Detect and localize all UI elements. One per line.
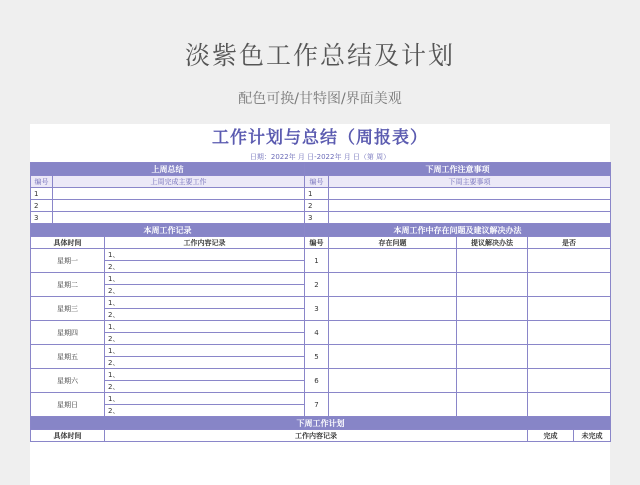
problem-cell[interactable] bbox=[329, 273, 457, 297]
work-item[interactable]: 2、 bbox=[105, 405, 305, 417]
yes-no-cell[interactable] bbox=[528, 297, 611, 321]
num-header: 编号 bbox=[305, 237, 329, 249]
summary-cell[interactable] bbox=[329, 200, 611, 212]
summary-cell[interactable] bbox=[329, 188, 611, 200]
day-label: 星期三 bbox=[31, 297, 105, 321]
summary-row-number: 3 bbox=[305, 212, 329, 224]
work-item[interactable]: 1、 bbox=[105, 321, 305, 333]
last-week-work-header: 上周完成主要工作 bbox=[53, 176, 305, 188]
report-table bbox=[30, 162, 611, 442]
yes-no-cell[interactable] bbox=[528, 249, 611, 273]
summary-row-number: 1 bbox=[305, 188, 329, 200]
day-label: 星期六 bbox=[31, 369, 105, 393]
day-label: 星期五 bbox=[31, 345, 105, 369]
undone-header: 未完成 bbox=[574, 430, 611, 442]
time-header: 具体时间 bbox=[31, 430, 105, 442]
row-number: 2 bbox=[305, 273, 329, 297]
problem-cell[interactable] bbox=[329, 369, 457, 393]
done-header: 完成 bbox=[528, 430, 574, 442]
suggestion-cell[interactable] bbox=[457, 297, 528, 321]
suggestion-cell[interactable] bbox=[457, 273, 528, 297]
day-label: 星期四 bbox=[31, 321, 105, 345]
suggestion-cell[interactable] bbox=[457, 345, 528, 369]
summary-cell[interactable] bbox=[329, 212, 611, 224]
summary-cell[interactable] bbox=[53, 212, 305, 224]
row-number: 7 bbox=[305, 393, 329, 417]
suggestion-cell[interactable] bbox=[457, 249, 528, 273]
day-label: 星期二 bbox=[31, 273, 105, 297]
suggestion-cell[interactable] bbox=[457, 369, 528, 393]
suggestion-cell[interactable] bbox=[457, 393, 528, 417]
day-label: 星期一 bbox=[31, 249, 105, 273]
work-item[interactable]: 2、 bbox=[105, 309, 305, 321]
next-week-notes-band: 下周工作注意事项 bbox=[305, 163, 611, 176]
row-number: 1 bbox=[305, 249, 329, 273]
date-line: 日期：2022年 月 日-2022年 月 日（第 周） bbox=[249, 153, 391, 161]
work-item[interactable]: 1、 bbox=[105, 369, 305, 381]
summary-row-number: 2 bbox=[305, 200, 329, 212]
work-item[interactable]: 2、 bbox=[105, 261, 305, 273]
yes-no-cell[interactable] bbox=[528, 321, 611, 345]
summary-row-number: 1 bbox=[31, 188, 53, 200]
work-item[interactable]: 1、 bbox=[105, 345, 305, 357]
problem-cell[interactable] bbox=[329, 393, 457, 417]
content-header: 工作内容记录 bbox=[105, 430, 528, 442]
summary-row-number: 2 bbox=[31, 200, 53, 212]
row-number: 3 bbox=[305, 297, 329, 321]
day-label: 星期日 bbox=[31, 393, 105, 417]
work-item[interactable]: 1、 bbox=[105, 297, 305, 309]
suggestion-header: 提议解决办法 bbox=[457, 237, 528, 249]
num-header: 编号 bbox=[305, 176, 329, 188]
row-number: 4 bbox=[305, 321, 329, 345]
work-item[interactable]: 2、 bbox=[105, 381, 305, 393]
problem-header: 存在问题 bbox=[329, 237, 457, 249]
work-item[interactable]: 1、 bbox=[105, 249, 305, 261]
work-item[interactable]: 1、 bbox=[105, 273, 305, 285]
next-week-items-header: 下周主要事项 bbox=[329, 176, 611, 188]
work-item[interactable]: 2、 bbox=[105, 333, 305, 345]
num-header: 编号 bbox=[31, 176, 53, 188]
yes-no-cell[interactable] bbox=[528, 345, 611, 369]
problem-cell[interactable] bbox=[329, 297, 457, 321]
summary-row-number: 3 bbox=[31, 212, 53, 224]
summary-cell[interactable] bbox=[53, 200, 305, 212]
hero-subtitle: 配色可换/甘特图/界面美观 bbox=[238, 91, 402, 107]
hero-title: 淡紫色工作总结及计划 bbox=[184, 41, 455, 70]
next-week-plan-band: 下周工作计划 bbox=[31, 417, 611, 430]
problems-band: 本周工作中存在问题及建议解决办法 bbox=[305, 224, 611, 237]
worksheet bbox=[30, 124, 610, 485]
suggestion-cell[interactable] bbox=[457, 321, 528, 345]
content-header: 工作内容记录 bbox=[105, 237, 305, 249]
work-item[interactable]: 2、 bbox=[105, 285, 305, 297]
yes-no-header: 是否 bbox=[528, 237, 611, 249]
document-title: 工作计划与总结（周报表） bbox=[212, 128, 428, 148]
summary-cell[interactable] bbox=[53, 188, 305, 200]
time-header: 具体时间 bbox=[31, 237, 105, 249]
row-number: 5 bbox=[305, 345, 329, 369]
yes-no-cell[interactable] bbox=[528, 393, 611, 417]
weekly-record-band: 本周工作记录 bbox=[31, 224, 305, 237]
work-item[interactable]: 2、 bbox=[105, 357, 305, 369]
yes-no-cell[interactable] bbox=[528, 369, 611, 393]
last-week-summary-band: 上周总结 bbox=[31, 163, 305, 176]
problem-cell[interactable] bbox=[329, 249, 457, 273]
work-item[interactable]: 1、 bbox=[105, 393, 305, 405]
problem-cell[interactable] bbox=[329, 321, 457, 345]
row-number: 6 bbox=[305, 369, 329, 393]
problem-cell[interactable] bbox=[329, 345, 457, 369]
yes-no-cell[interactable] bbox=[528, 273, 611, 297]
